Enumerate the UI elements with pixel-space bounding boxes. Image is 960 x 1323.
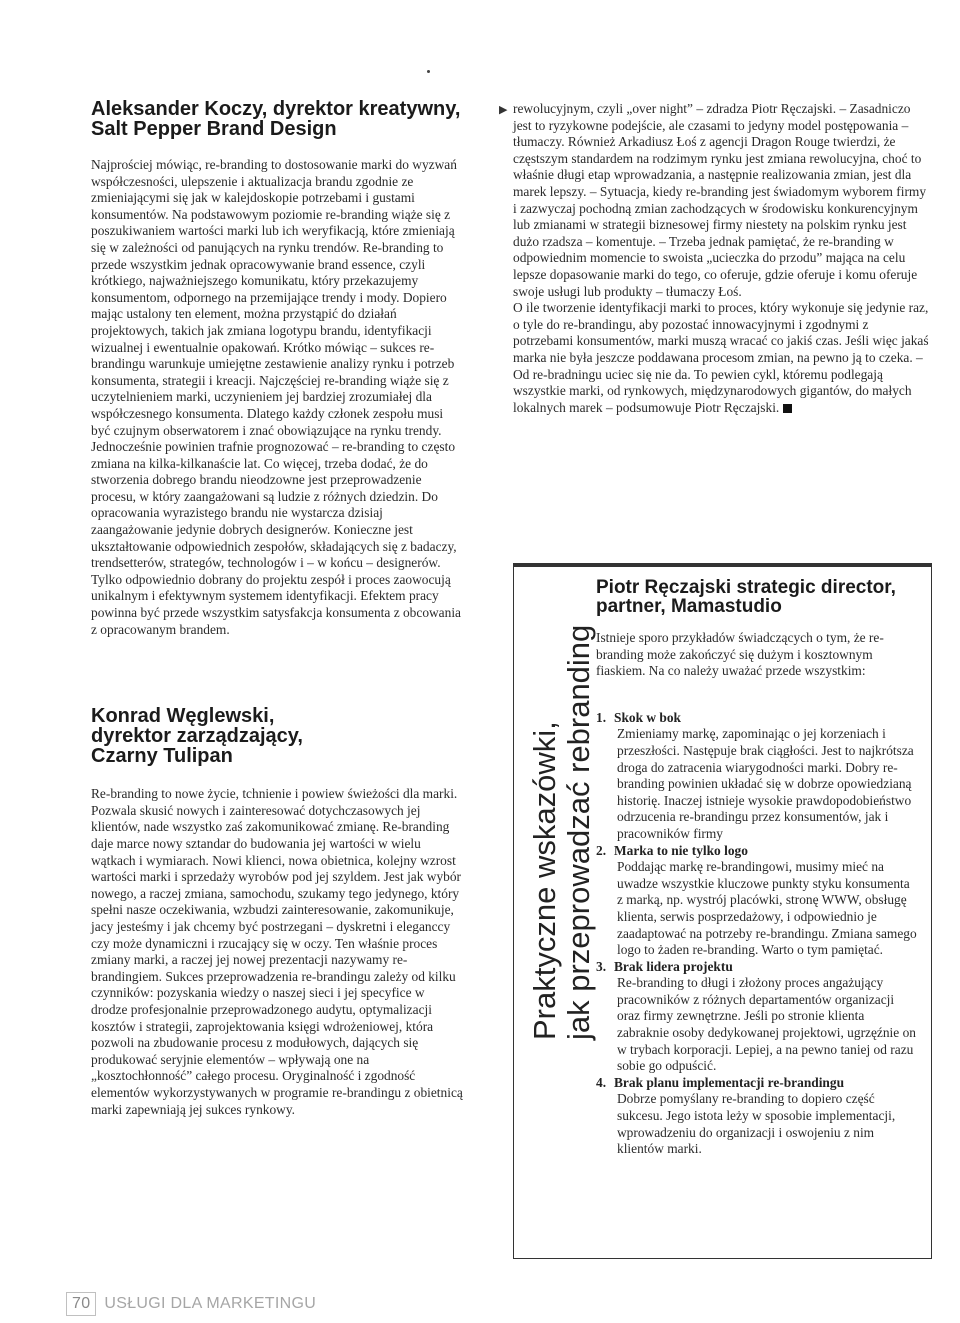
tip-title: Skok w bok [614,709,681,725]
tip-number: 2. [596,842,607,858]
tip-title: Brak lidera projektu [614,958,733,974]
end-of-article-square-icon [783,404,792,413]
footer-section-label: USŁUGI DLA MARKETINGU [104,1295,317,1312]
continuation-paragraph-2: O ile tworzenie identyfikacji marki to proces, który wykonuje się jedynie raz, o tyle do re-brandingu, aby pozostać innowacyjnymi i zgodnymi z potrzebami konsumentów, marki muszą wracać co jakiś czas. Jeśli więc jakaś marka nie była jeszcze poddawana procesom zmian, na pewno ją to czeka. – Od re-bradningu uciec się nie da. To pewien cykl, któremu podlegają wszystkie marki, od rynkowych, międzynarodowych gigantów, do małych lokalnych marek – podsumowuje Piotr Ręczajski. [513,300,929,415]
vertical-title-line-1: Praktyczne wskazówki, [527,721,562,1040]
tip-number: 1. [596,709,607,725]
right-column [499,101,931,416]
tip-body: Re-branding to długi i złożony proces angażujący pracowników z różnych departamentów organizacji oraz firmy zewnętrzne. Jeśli po stronie klienta zabraknie osoby dedykowanej projektowi, ugrzęźnie on w trybach korporacji. Lepiej, a na pewno taniej od razu sobie go odpuścić. [617,975,916,1074]
tip-body: Poddając markę re-brandingowi, musimy mieć na uwadze wszystkie kluczowe punkty styku konsumenta z marką, np. wystrój placówki, stronę WWW, obsługę klienta, serwis posprzedażowy, i odpowiednio je zaadaptować na potrzeby re-brandingu. Zmiana samego logo to żaden re-branding. Warto o tym pamiętać. [617,859,917,958]
tip-item [596,710,918,843]
tips-list [596,710,918,1158]
tips-box-vertical-title [528,570,596,1040]
page-footer [66,1292,316,1316]
continuation-arrow-icon: ▶ [499,104,508,116]
continuation-paragraph-1: rewolucyjnym, czyli „over night” – zdradza Piotr Ręczajski. – Zasadniczo jest to ryzykowne podejście, ale czasami to jedyny model postępowania – tłumaczy. Również Arkadiusz Łoś z agencji Dragon Rouge twierdzi, że częstszym standardem na rodzimym rynku jest zmiana rewolucyjna, choć to właśnie długi etap wprowadzania, a następnie realizowania zmian, jest dla marek lepszy. – Sytuacja, kiedy re-branding jest świadomym wyborem firmy i zazwyczaj pochodną zmian zachodzących w środowisku konkurencyjnym lub zmianami w strategii biznesowej firmy niestety na polskim rynku jest dużo rzadsza – komentuje. – Trzeba jednak pamiętać, że re-branding w odpowiednim momencie to swoista „ucieczka do przodu” mająca na celu lepsze dopasowanie marki do tego, co oferuje, gdzie oferuje i komu oferuje swoje usługi lub produkty – tłumaczy Łoś. [513,101,927,299]
tip-item [596,959,918,1075]
decorative-dot [427,70,430,73]
tip-body: Zmieniamy markę, zapominając o jej korzeniach i przeszłości. Następuje brak ciągłości. Jest to najkrótsza droga do zatracenia wiarygodności marki. Dobry re-branding powinien układać się w dobrze opowiedzianą historię. Inaczej istnieje wysokie prawdopodobieństwo odrzucenia re-brandingu przez konsumentów, jak i pracowników firmy [617,726,914,841]
page-number: 70 [66,1292,96,1316]
tip-title: Marka to nie tylko logo [614,842,748,858]
tip-title-row [596,959,918,976]
tip-title: Brak planu implementacji re-brandingu [614,1074,845,1090]
section-body-weglewski: Re-branding to nowe życie, tchnienie i powiew świeżości dla marki. Pozwala skusić nowych i zainteresować dotychczasowych jej klientów, nade wszystko zaś zakomunikować zmianę. Re-branding daje marce nowy sztandar do budowania jej wartości w wielu wątkach i wymiarach. Nowi klienci, nowa obietnica, kolejny wzrost wartości marki i sprzedaży wyrobów pod jej szyldem. Jest jak wybór nowego, a raczej zmiana, samochodu, szukamy tego jedynego, który spełni nasze oczekiwania, wzbudzi zainteresowanie, zakomunikuje, jacy jesteśmy i jak chcemy być postrzegani – dyskretni i eleganccy czy może dynamiczni i rzucający się w oczy. Ten właśnie proces zmiany marki, a raczej jej nowej prezentacji nazywamy re-brandingiem. Sukces przeprowadzenia re-brandingu zależy od kilku czynników: pozyskania wiedzy o naszej sieci i jej specyfice w drodze profesjonalnie przeprowadzonego audytu, optymalizacji kosztów i strategii, zaprojektowania księgi wdrożeniowej, która pozwoli na zbudowanie procesu z modułowych, dających się produkować seryjnie elementów – wpływają one na „kosztochłonność” całego procesu. Oryginalność i zgodność elementów wykorzystywanych w programie re-brandingu z obietnicą marki zapewniają jej sukces rynkowy. [91,786,463,1117]
tips-box-intro: Istnieje sporo przykładów świadczących o tym, że re-branding może zakończyć się dużym i kosztownym fiaskiem. Na co należy uważać przede wszystkim: [596,630,884,679]
tip-item [596,843,918,959]
vertical-title-line-2: jak przeprowadzać rebranding [561,624,596,1040]
left-column [91,99,463,1118]
continuation-paragraph-2-wrap [513,300,931,416]
tip-number: 3. [596,958,607,974]
tip-body: Dobrze pomyślany re-branding to dopiero część sukcesu. Jego istota leży w sposobie implementacji, wprowadzeniu do organizacji i oswojeniu z nim klientów marki. [617,1091,896,1157]
tip-item [596,1075,918,1158]
section-heading-weglewski: Konrad Węglewski, dyrektor zarządzający, Czarny Tulipan [91,705,303,768]
tip-title-row [596,710,918,727]
tips-box-content [596,578,918,1158]
section-heading-koczy: Aleksander Koczy, dyrektor kreatywny, Salt Pepper Brand Design [91,98,461,140]
tip-title-row [596,843,918,860]
tips-box-heading: Piotr Ręczajski strategic director, partner, Mamastudio [596,577,896,617]
section-body-koczy: Najprościej mówiąc, re-branding to dostosowanie marki do wyzwań współczesności, ulepszenie i aktualizacja brandu zgodnie ze zmieniającymi się jak w kalejdoskopie potrzebami i gustami konsumentów. Na podstawowym poziomie re-branding wiąże się z poszukiwaniem wartości marki lub ich weryfikacją, które zmieniają się w zależności od panujących na rynku trendów. Re-branding to przede wszystkim jednak opracowywanie brand essence, czyli krótkiego, najważniejszego komunikatu, który przekazujemy konsumentom, odpornego na przemijające trendy i mody. Dopiero mając ustalony ten element, można przystąpić do działań projektowych, takich jak zmiana logotypu brandu, identyfikacji wizualnej i ewentualnie opakowań. Krótko mówiąc – sukces re-brandingu warunkuje umiejętne zestawienie analizy rynku i potrzeb konsumenta, strategii i kreacji. Najczęściej re-branding wiąże się z uczytelnieniem marki, uczynieniem jej bardziej zrozumiałej dla współczesnego konsumenta. Dlatego każdy członek zespołu musi być czujnym obserwatorem i znać obowiązujące na rynku trendy. Jednocześnie powinien trafnie prognozować – re-branding to często zmiana na kilka-kilkanaście lat. Co więcej, trzeba dodać, że do stworzenia dobrego brandu nieodzowne jest przeprowadzenie procesu, w który zaangażowani są ludzie z różnych dziedzin. Do opracowania wyrazistego brandu nie wystarcza dzisiaj zaangażowanie jedynie dobrych designerów. Konieczne jest ukształtowanie odpowiednich zespołów, składających się z badaczy, trendsetterów, strategów, technologów i – w końcu – designerów. Tylko odpowiednio dobrany do projektu zespół i proces zaowocują unikalnym i efektywnym systemem identyfikacji. Efektem pracy powinna być przede wszystkim satysfakcja konsumenta z obcowania z opracowanym brandem. [91,157,461,637]
tip-number: 4. [596,1074,607,1090]
tip-title-row [596,1075,918,1092]
